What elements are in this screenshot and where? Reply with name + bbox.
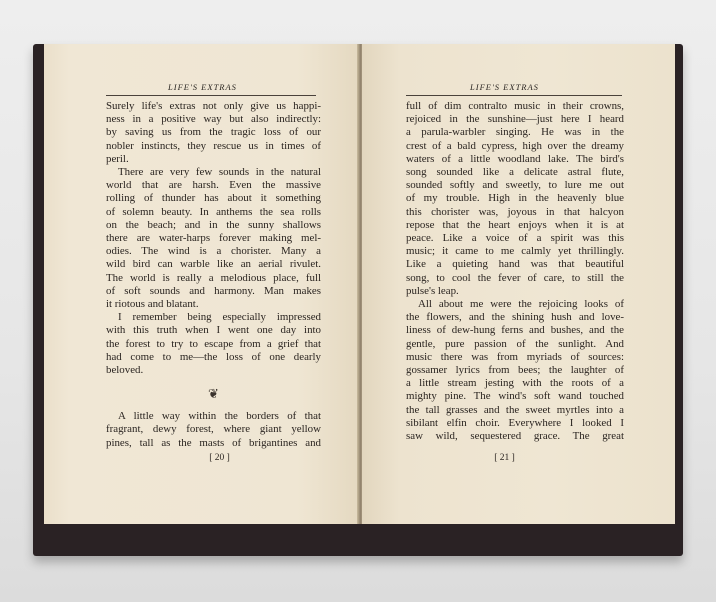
text-line: mighty pine. The wind's soft wand touched xyxy=(406,390,624,403)
right-page-text xyxy=(406,100,624,443)
text-line: gentle, pure passion of the sunlight. And xyxy=(406,337,624,350)
text-line: it riotous and blatant. xyxy=(106,298,199,311)
text-line: repose that the heart enjoys when it is at xyxy=(406,218,624,231)
section-ornament: ❦ xyxy=(208,386,219,402)
page-number-right: [ 21 ] xyxy=(494,453,515,463)
right-page xyxy=(362,44,675,524)
text-line: had come to me—the loss of one dearly xyxy=(106,350,321,363)
text-line: crest of a bald cypress, high over the dreamy xyxy=(406,139,624,152)
page-number-left: [ 20 ] xyxy=(209,453,230,463)
text-line: wild bird can warble like an aerial rivulet. xyxy=(106,258,321,271)
text-line: of my trouble. High in the heavenly blue xyxy=(406,192,624,205)
text-line: of solemn beauty. In anthems the sea rolls xyxy=(106,205,321,218)
text-line: the flowers, and the shining hush and love- xyxy=(406,311,624,324)
text-line: All about me were the rejoicing looks of xyxy=(418,298,624,311)
running-head-left: LIFE'S EXTRAS xyxy=(168,82,237,92)
text-line: music there was from myriads of sources: xyxy=(406,350,624,363)
text-line: a parula-warbler singing. He was in the xyxy=(406,126,624,139)
text-line: beloved. xyxy=(106,364,144,377)
left-page-text xyxy=(106,100,321,450)
text-line: by saving us from the tragic loss of our xyxy=(106,126,321,139)
text-line: rejoiced in the sunshine—just here I heard xyxy=(406,113,624,126)
text-line: liness of dew-hung ferns and bushes, and the xyxy=(406,324,624,337)
text-line: nobler instincts, they rescue us in times of xyxy=(106,139,321,152)
text-line: peace. Like a voice of a spirit was this xyxy=(406,232,624,245)
text-line: waters of a little woodland lake. The bird's xyxy=(406,152,624,165)
text-line: pines, tall as the masts of brigantines and xyxy=(106,436,321,449)
text-line: the forest to try to escape from a grief that xyxy=(106,337,321,350)
text-line: a little stream jesting with the roots of a xyxy=(406,377,624,390)
text-line: on the beach; and in the sunny shallows xyxy=(106,218,321,231)
text-line: with this truth when I went one day into xyxy=(106,324,321,337)
text-line: sounded softly and sweetly, to lure me out xyxy=(406,179,624,192)
text-line: Surely life's extras not only give us happi- xyxy=(106,100,321,112)
text-line: There are very few sounds in the natural xyxy=(118,166,321,179)
text-line: peril. xyxy=(106,152,129,165)
text-line: The world is really a melodious place, full xyxy=(106,271,321,284)
text-line: the tall grasses and the sweet myrtles into a xyxy=(406,403,624,416)
text-line: music; it came to me calmly yet thrillingly. xyxy=(406,245,624,258)
running-head-right: LIFE'S EXTRAS xyxy=(470,82,539,92)
text-line: odies. The wind is a chorister. Many a xyxy=(106,245,321,258)
header-rule-left xyxy=(106,95,316,96)
text-line: full of dim contralto music in their crowns, xyxy=(406,100,624,112)
text-line: gossamer lyrics from bees; the laughter of xyxy=(406,364,624,377)
text-line: Like a quieting hand was that beautiful xyxy=(406,258,624,271)
text-line: there are water-harps forever making mel- xyxy=(106,232,321,245)
text-line: world that are harsh. Even the massive xyxy=(106,179,321,192)
text-line: fragrant, dewy forest, where giant yellow xyxy=(106,423,321,436)
text-line: pulse's leap. xyxy=(406,284,459,297)
text-line: saw wild, sequestered grace. The great xyxy=(406,430,624,443)
header-rule-right xyxy=(406,95,622,96)
text-line: rolling of thunder has about it something xyxy=(106,192,321,205)
text-line: A little way within the borders of that xyxy=(118,410,321,423)
text-line: I remember being especially impressed xyxy=(118,311,321,324)
text-line: this chorister was, joyous in that halcyon xyxy=(406,205,624,218)
text-line: of soft sounds and harmony. Man makes xyxy=(106,284,321,297)
text-line: song sounded like a delicate astral flute, xyxy=(406,166,624,179)
text-line: song, to cool the fever of care, to still the xyxy=(406,271,624,284)
text-line: sibilant elfin choir. Everywhere I looked I xyxy=(406,416,624,429)
left-page xyxy=(44,44,361,524)
text-line: ness in a positive way but also indirectly: xyxy=(106,113,321,126)
